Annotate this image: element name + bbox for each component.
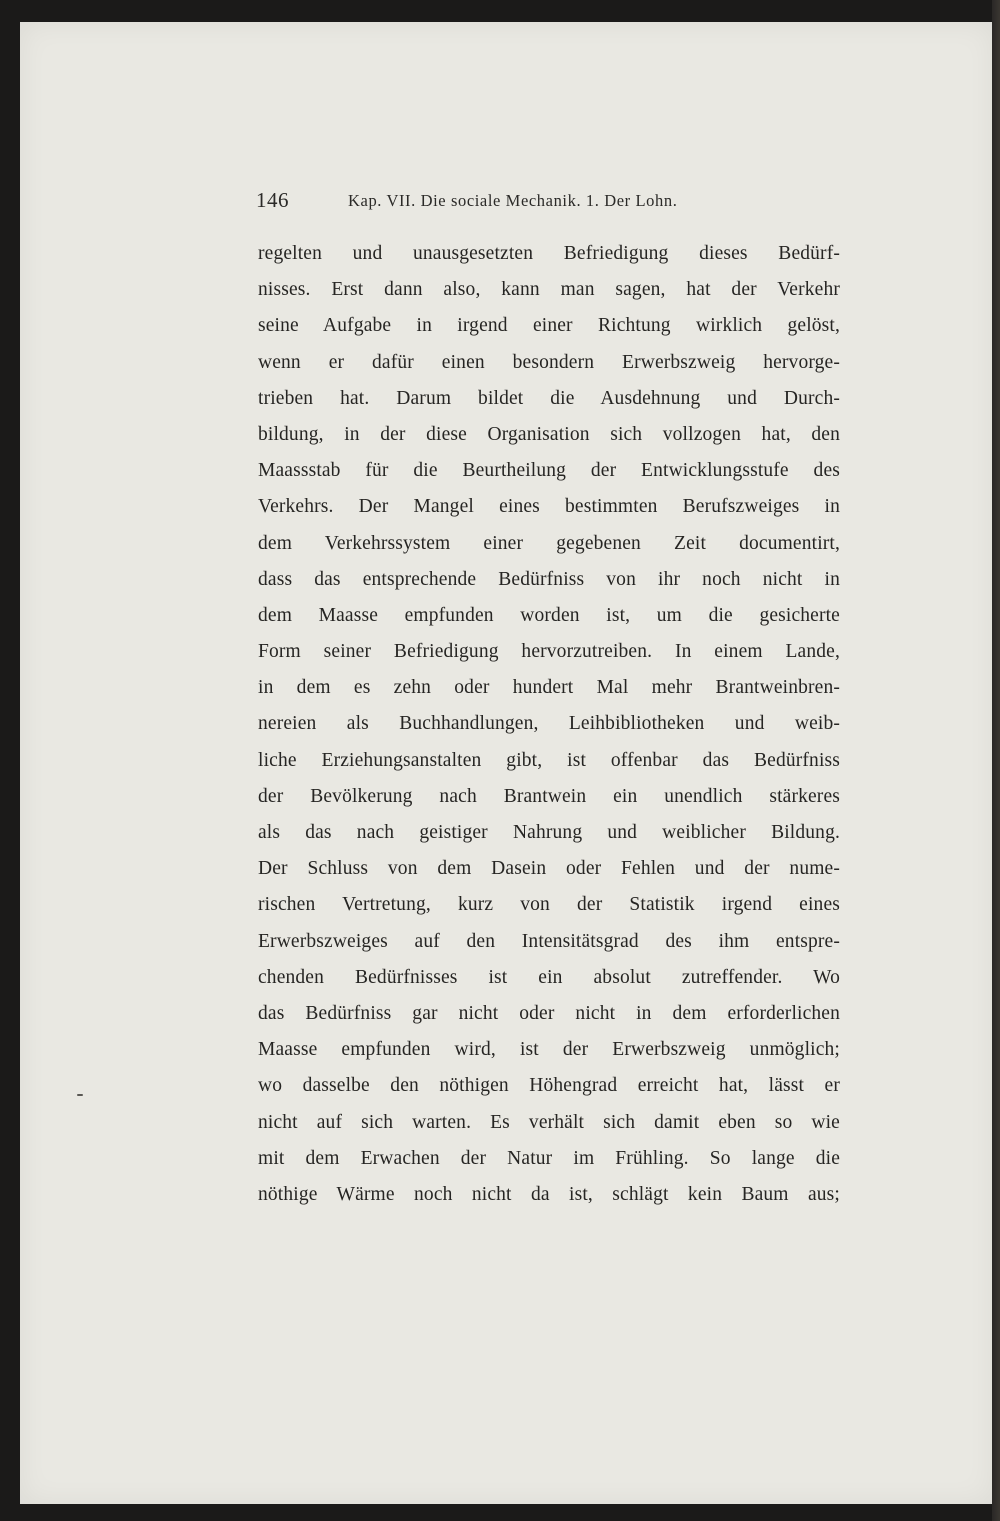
text-line: dass das entsprechende Bedürfniss von ihr noch nicht in xyxy=(258,568,840,590)
text-line: der Bevölkerung nach Brantwein ein unendlich stärkeres xyxy=(258,785,840,807)
text-line: wenn er dafür einen besondern Erwerbszweig hervorge- xyxy=(258,351,840,373)
text-line: nisses. Erst dann also, kann man sagen, hat der Verkehr xyxy=(258,279,840,301)
text-line: dem Verkehrssystem einer gegebenen Zeit documentirt, xyxy=(258,532,840,554)
text-line: chenden Bedürfnisses ist ein absolut zutreffender. Wo xyxy=(258,966,840,988)
text-line: bildung, in der diese Organisation sich vollzogen hat, den xyxy=(258,423,840,445)
body-text xyxy=(258,236,840,1213)
text-line: in dem es zehn oder hundert Mal mehr Brantweinbren- xyxy=(258,677,840,699)
running-head-title: Kap. VII. Die sociale Mechanik. 1. Der Lohn. xyxy=(348,191,678,210)
page-edge xyxy=(992,0,1000,1521)
text-line: rischen Vertretung, kurz von der Statistik irgend eines xyxy=(258,894,840,916)
text-line: Erwerbszweiges auf den Intensitätsgrad des ihm entspre- xyxy=(258,930,840,952)
text-line: als das nach geistiger Nahrung und weiblicher Bildung. xyxy=(258,822,840,843)
text-line: trieben hat. Darum bildet die Ausdehnung und Durch- xyxy=(258,387,840,409)
page-number: 146 xyxy=(256,188,289,212)
text-line: nöthige Wärme noch nicht da ist, schlägt kein Baum aus; xyxy=(258,1183,840,1205)
text-line: Form seiner Befriedigung hervorzutreiben. In einem Lande, xyxy=(258,641,840,663)
text-line: Maasse empfunden wird, ist der Erwerbszweig unmöglich; xyxy=(258,1039,840,1061)
text-line: dem Maasse empfunden worden ist, um die gesicherte xyxy=(258,604,840,626)
text-line: das Bedürfniss gar nicht oder nicht in dem erforderlichen xyxy=(258,1002,840,1024)
text-line: Verkehrs. Der Mangel eines bestimmten Berufszweiges in xyxy=(258,496,840,518)
text-line: nereien als Buchhandlungen, Leihbibliotheken und weib- xyxy=(258,713,840,735)
text-line: mit dem Erwachen der Natur im Frühling. So lange die xyxy=(258,1147,840,1169)
text-line: seine Aufgabe in irgend einer Richtung wirklich gelöst, xyxy=(258,315,840,337)
text-line: nicht auf sich warten. Es verhält sich damit eben so wie xyxy=(258,1111,840,1133)
text-line: Der Schluss von dem Dasein oder Fehlen und der nume- xyxy=(258,858,840,880)
running-head xyxy=(256,188,856,218)
text-line: liche Erziehungsanstalten gibt, ist offenbar das Bedürfniss xyxy=(258,749,840,771)
text-line: regelten und unausgesetzten Befriedigung dieses Bedürf- xyxy=(258,243,840,264)
text-line: Maassstab für die Beurtheilung der Entwicklungsstufe des xyxy=(258,460,840,482)
text-line: wo dasselbe den nöthigen Höhengrad erreicht hat, lässt er xyxy=(258,1075,840,1097)
scan-speck xyxy=(77,1094,83,1096)
